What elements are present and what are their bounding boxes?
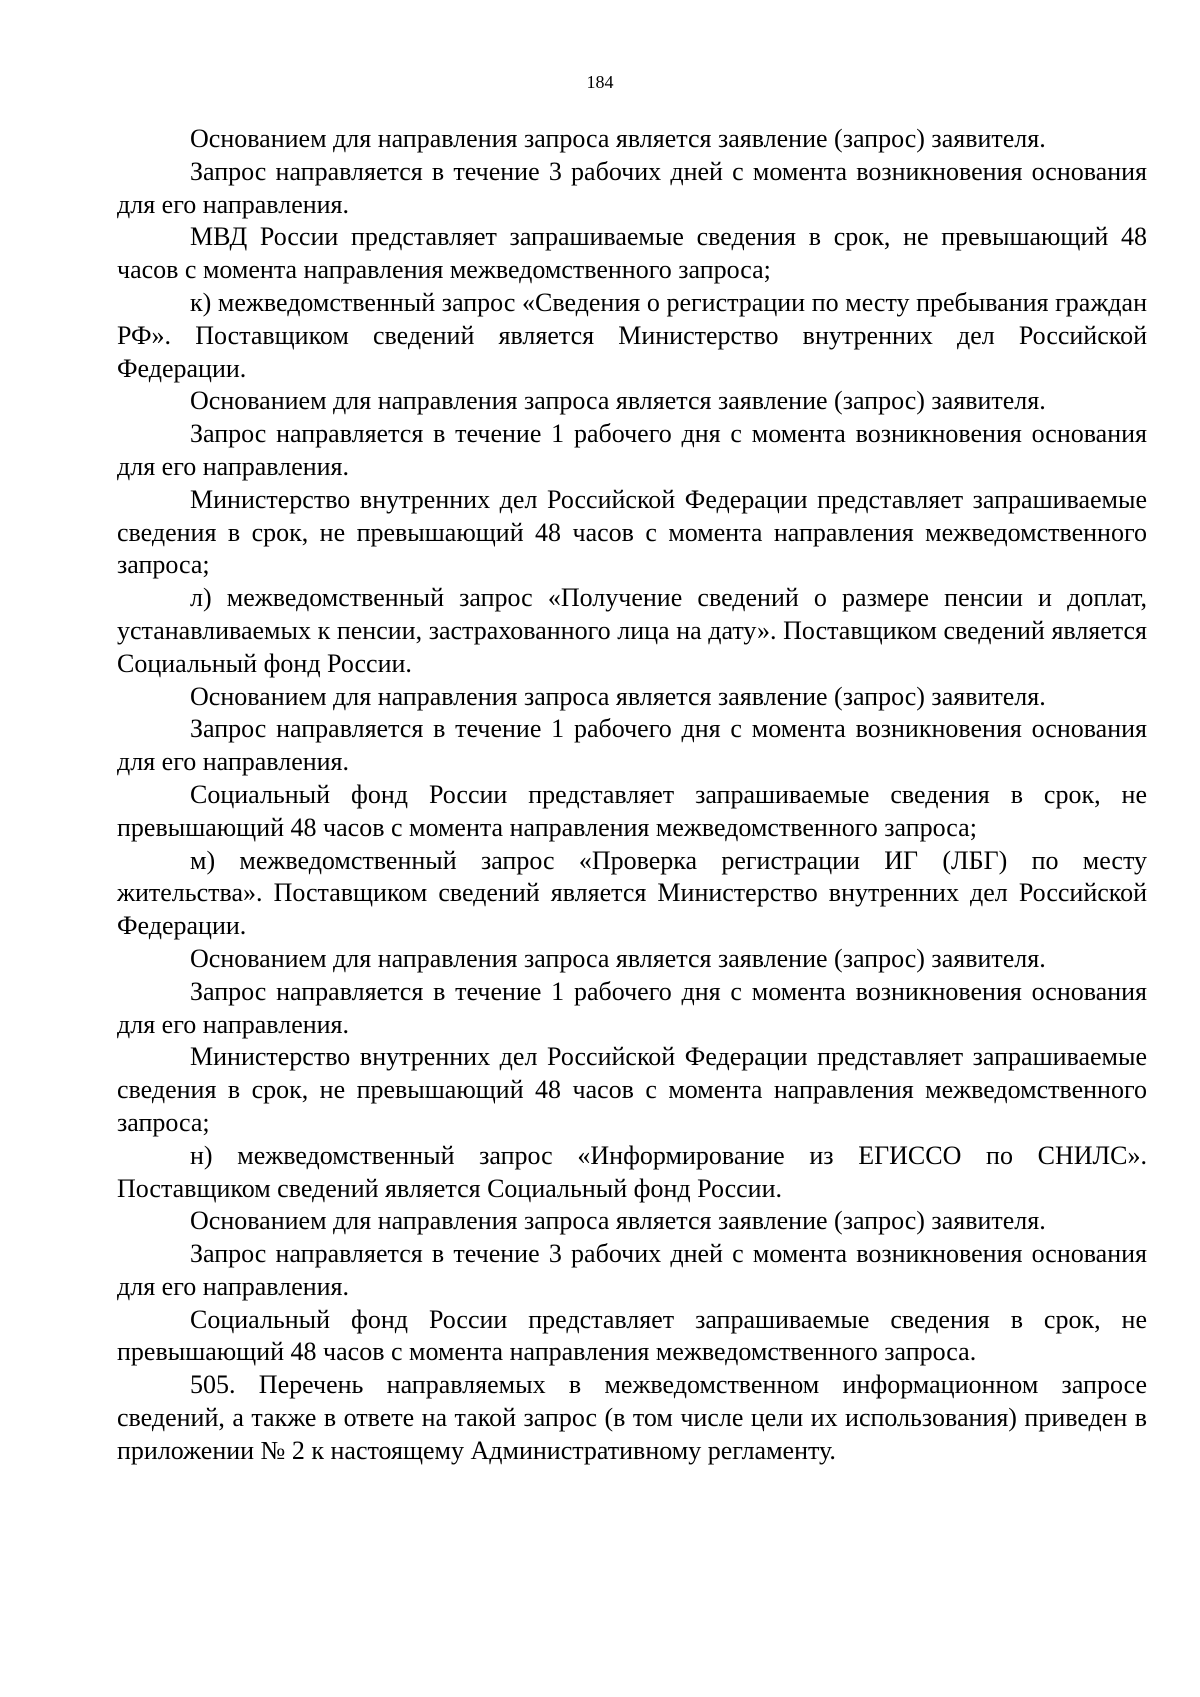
document-body: [117, 123, 1147, 1468]
paragraph: Запрос направляется в течение 1 рабочего дня с момента возникновения основания для его направления.: [117, 714, 1147, 777]
paragraph: л) межведомственный запрос «Получение сведений о размере пенсии и доплат, устанавливаемых к пенсии, застрахованного лица на дату». Поставщиком сведений является Социальный фонд России.: [117, 583, 1147, 678]
page-number: 184: [586, 72, 614, 92]
paragraph: м) межведомственный запрос «Проверка регистрации ИГ (ЛБГ) по месту жительства». Поставщиком сведений является Министерство внутренних дел Российской Федерации.: [117, 845, 1147, 941]
paragraph: Запрос направляется в течение 3 рабочих дней с момента возникновения основания для его направления.: [117, 1239, 1147, 1301]
paragraph: н) межведомственный запрос «Информирование из ЕГИССО по СНИЛС». Поставщиком сведений является Социальный фонд России.: [117, 1140, 1147, 1203]
paragraph: Основанием для направления запроса является заявление (запрос) заявителя.: [190, 386, 1046, 416]
paragraph: Запрос направляется в течение 1 рабочего дня с момента возникновения основания для его направления.: [117, 976, 1147, 1039]
paragraph: Запрос направляется в течение 3 рабочих дней с момента возникновения основания для его направления.: [117, 156, 1147, 219]
paragraph: Основанием для направления запроса является заявление (запрос) заявителя.: [190, 681, 1046, 711]
paragraph: Основанием для направления запроса является заявление (запрос) заявителя.: [190, 943, 1046, 973]
paragraph: МВД России представляет запрашиваемые сведения в срок, не превышающий 48 часов с момента направления межведомственного запроса;: [117, 222, 1147, 285]
paragraph: Министерство внутренних дел Российской Федерации представляет запрашиваемые сведения в срок, не превышающий 48 часов с момента направления межведомственного запроса;: [117, 1042, 1147, 1137]
paragraph: Запрос направляется в течение 1 рабочего дня с момента возникновения основания для его направления.: [117, 419, 1147, 481]
paragraph: Министерство внутренних дел Российской Федерации представляет запрашиваемые сведения в срок, не превышающий 48 часов с момента направления межведомственного запроса;: [117, 484, 1147, 580]
paragraph: Основанием для направления запроса является заявление (запрос) заявителя.: [190, 124, 1046, 153]
paragraph: Социальный фонд России представляет запрашиваемые сведения в срок, не превышающий 48 часов с момента направления межведомственного запроса;: [117, 779, 1147, 842]
paragraph: 505. Перечень направляемых в межведомственном информационном запросе сведений, а также в ответе на такой запрос (в том числе цели их использования) приведен в приложении № 2 к настоящему Административному регламенту.: [117, 1370, 1147, 1465]
paragraph: к) межведомственный запрос «Сведения о регистрации по месту пребывания граждан РФ». Поставщиком сведений является Министерство внутренних дел Российской Федерации.: [117, 287, 1147, 383]
paragraph: Социальный фонд России представляет запрашиваемые сведения в срок, не превышающий 48 часов с момента направления межведомственного запроса.: [117, 1304, 1147, 1367]
paragraph: Основанием для направления запроса является заявление (запрос) заявителя.: [190, 1206, 1046, 1236]
